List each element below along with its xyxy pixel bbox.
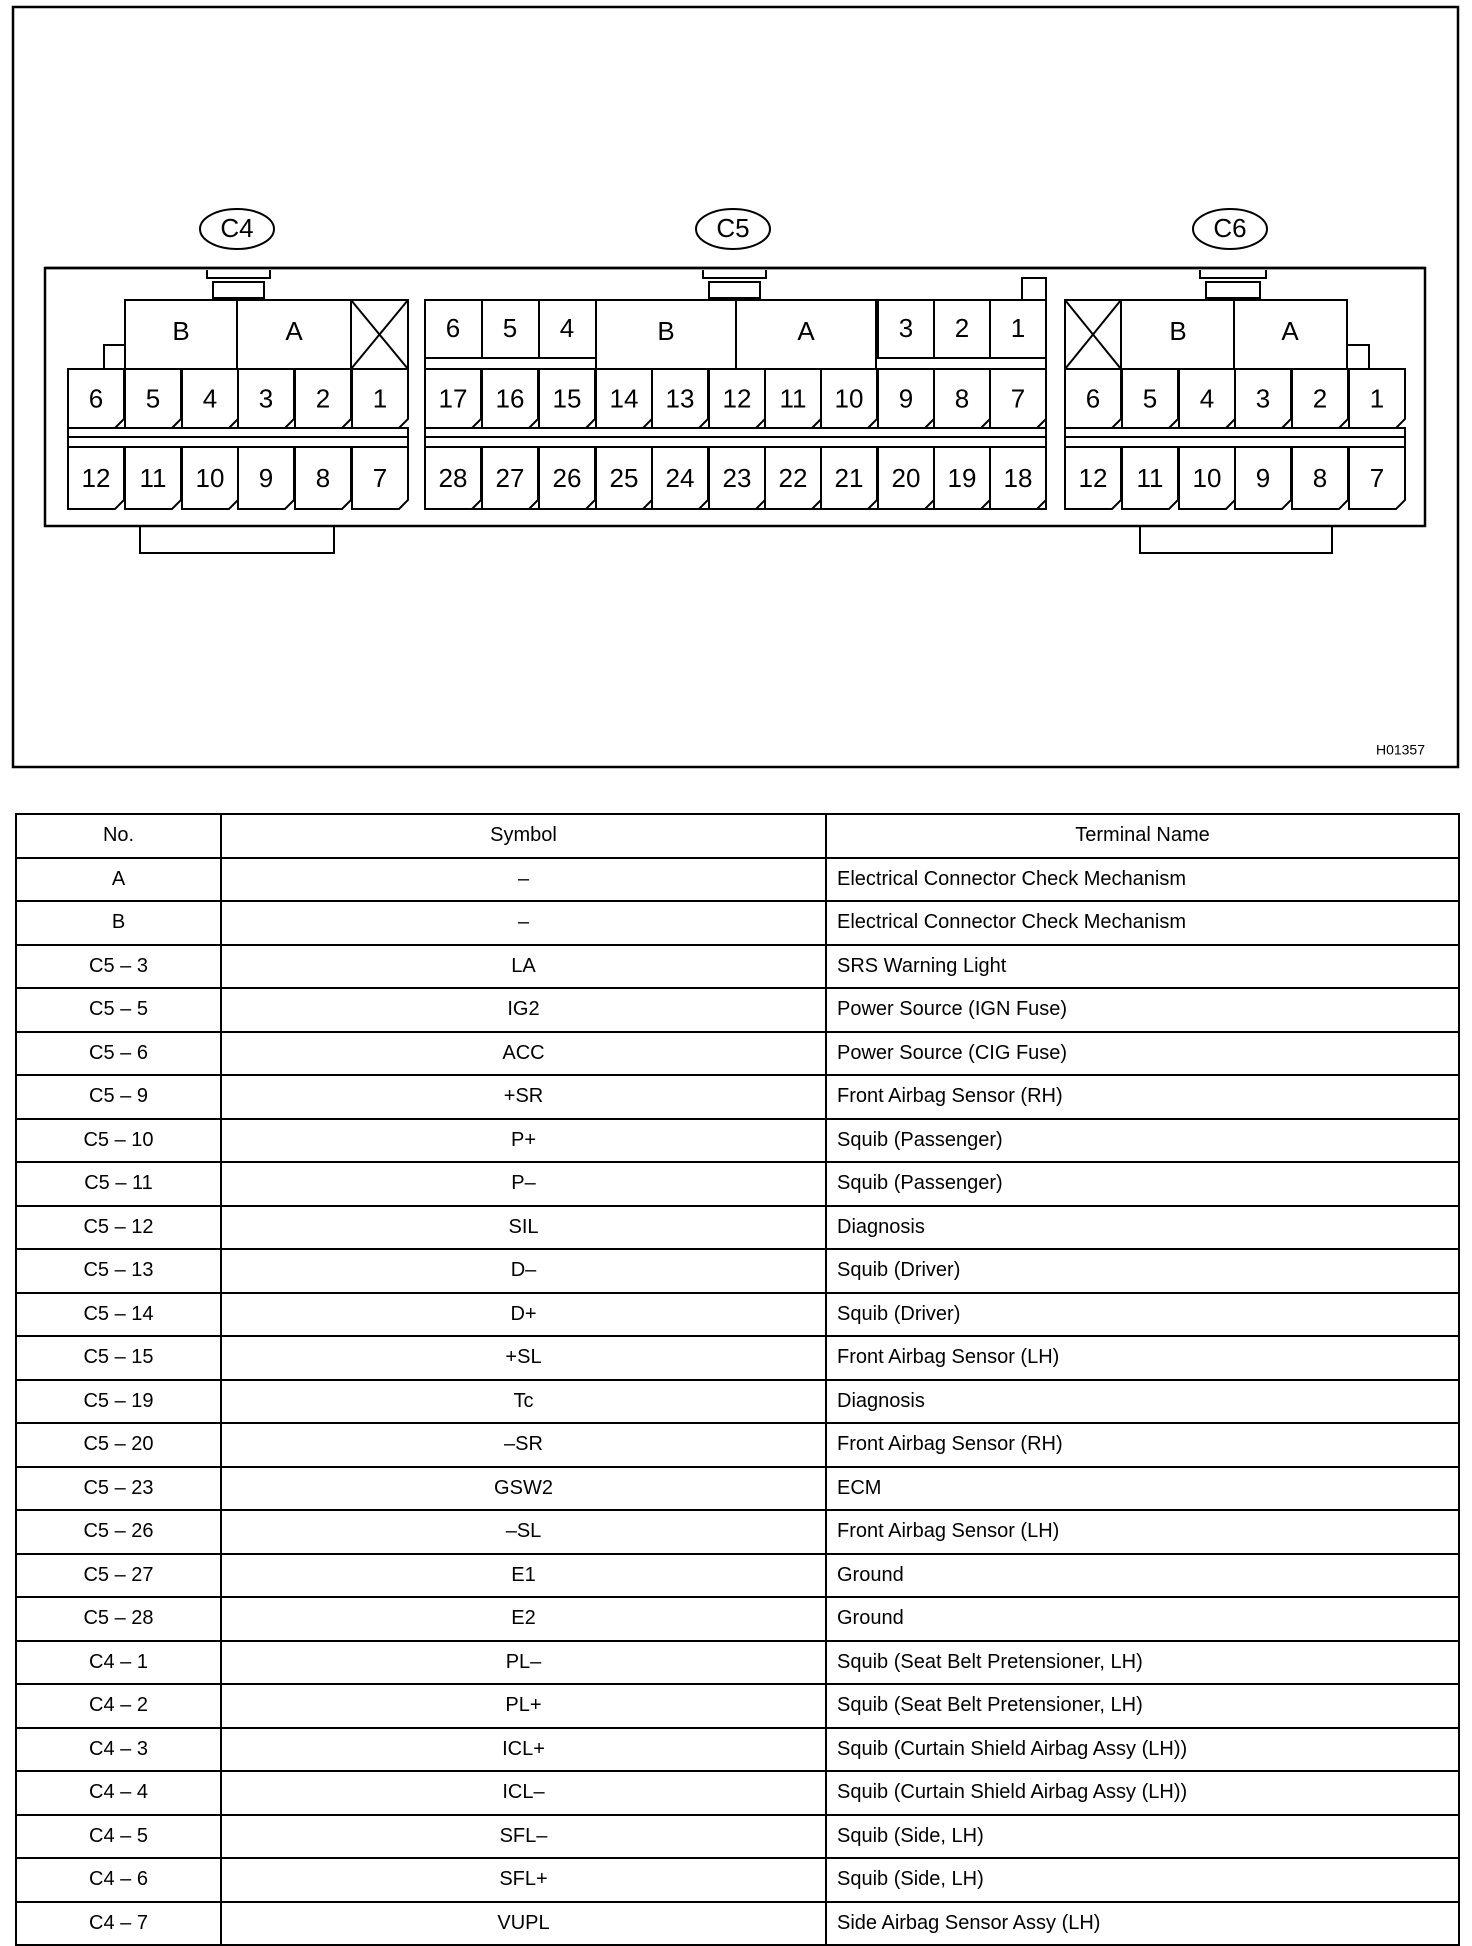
terminal-no-cell: C5 – 6 [16,1032,221,1076]
latch-c5-inner [709,282,760,298]
c5-pin-top-right-2-label: 1 [1010,312,1026,343]
terminal-name-cell: SRS Warning Light [826,945,1459,989]
latch-c6-inner [1206,282,1260,298]
terminal-name-cell: Diagnosis [826,1380,1459,1424]
pin-c5-bottom-10-label: 18 [1003,462,1033,493]
pin-c5-top-5-label: 12 [722,383,752,414]
pin-c6-bottom-2-label: 10 [1192,462,1222,493]
table-row [16,1119,1459,1163]
symbol-cell: E1 [221,1554,826,1598]
terminal-name-cell: Front Airbag Sensor (LH) [826,1336,1459,1380]
symbol-cell: –SR [221,1423,826,1467]
symbol-cell: – [221,901,826,945]
table-row [16,1684,1459,1728]
terminal-no-cell: C5 – 3 [16,945,221,989]
terminal-no-cell: C5 – 27 [16,1554,221,1598]
terminal-no-cell: C4 – 7 [16,1902,221,1946]
terminal-name-cell: Squib (Curtain Shield Airbag Assy (LH)) [826,1771,1459,1815]
header-symbol: Symbol [221,814,826,858]
pin-c5-bottom-1-label: 27 [495,462,525,493]
symbol-cell: PL+ [221,1684,826,1728]
pin-c5-bottom-2-label: 26 [552,462,582,493]
terminal-name-cell: Side Airbag Sensor Assy (LH) [826,1902,1459,1946]
terminal-no-cell: C5 – 12 [16,1206,221,1250]
pin-c5-top-9-label: 8 [954,383,970,414]
table-row [16,1597,1459,1641]
figure-id: H01357 [1375,741,1425,758]
symbol-cell: SFL– [221,1815,826,1859]
terminal-no-cell: C5 – 11 [16,1162,221,1206]
terminal-no-cell: C5 – 20 [16,1423,221,1467]
symbol-cell: ICL+ [221,1728,826,1772]
pin-c5-bottom-4-label: 24 [665,462,695,493]
pin-c6-bottom-1-label: 11 [1136,462,1164,493]
terminal-no-cell: C5 – 5 [16,988,221,1032]
terminal-name-cell: Power Source (IGN Fuse) [826,988,1459,1032]
terminal-table-container [15,813,1460,1946]
symbol-cell: PL– [221,1641,826,1685]
terminal-no-cell: C4 – 1 [16,1641,221,1685]
table-row [16,1336,1459,1380]
pin-c5-top-2-label: 15 [552,383,582,414]
table-row [16,1510,1459,1554]
pin-c5-top-6-label: 11 [779,383,807,414]
latch-c4-inner [213,282,264,298]
table-row [16,1032,1459,1076]
c5-pin-top-right-1-label: 2 [954,312,970,343]
c4-block-b-label: B [172,315,190,346]
terminal-no-cell: C5 – 19 [16,1380,221,1424]
terminal-no-cell: C4 – 6 [16,1858,221,1902]
symbol-cell: +SR [221,1075,826,1119]
table-row [16,1249,1459,1293]
table-row [16,1162,1459,1206]
pin-c6-top-0-label: 6 [1085,383,1101,414]
terminal-no-cell: C5 – 13 [16,1249,221,1293]
symbol-cell: ICL– [221,1771,826,1815]
terminal-no-cell: C5 – 14 [16,1293,221,1337]
symbol-cell: – [221,858,826,902]
terminal-name-cell: Squib (Curtain Shield Airbag Assy (LH)) [826,1728,1459,1772]
terminal-name-cell: ECM [826,1467,1459,1511]
pin-c6-top-4-label: 2 [1312,383,1328,414]
pin-c6-bottom-4-label: 8 [1312,462,1328,493]
symbol-cell: D+ [221,1293,826,1337]
terminal-no-cell: C5 – 28 [16,1597,221,1641]
pin-c5-top-1-label: 16 [495,383,525,414]
c5-pin-top-left-2-label: 4 [559,312,575,343]
table-row [16,1206,1459,1250]
symbol-cell: VUPL [221,1902,826,1946]
pin-c5-top-3-label: 14 [609,383,639,414]
symbol-cell: GSW2 [221,1467,826,1511]
table-row [16,988,1459,1032]
symbol-cell: D– [221,1249,826,1293]
table-row [16,1815,1459,1859]
table-row [16,858,1459,902]
pin-c5-top-4-label: 13 [665,383,695,414]
table-row [16,1293,1459,1337]
connector-diagram [0,0,1472,772]
table-row [16,1728,1459,1772]
terminal-no-cell: C5 – 9 [16,1075,221,1119]
pin-c4-bottom-4-label: 8 [315,462,331,493]
pin-c5-bottom-7-label: 21 [834,462,864,493]
terminal-name-cell: Squib (Side, LH) [826,1858,1459,1902]
table-row [16,1902,1459,1946]
terminal-name-cell: Squib (Side, LH) [826,1815,1459,1859]
symbol-cell: P– [221,1162,826,1206]
terminal-name-cell: Electrical Connector Check Mechanism [826,901,1459,945]
c5-block-a-label: A [797,315,815,346]
table-row [16,1467,1459,1511]
pin-c5-bottom-9-label: 19 [947,462,977,493]
pin-c4-top-5-label: 1 [372,383,388,414]
label-c5: C5 [716,212,750,243]
terminal-name-cell: Squib (Passenger) [826,1119,1459,1163]
c5-pin-top-left-0-label: 6 [445,312,461,343]
c5-pin-top-right-0-label: 3 [898,312,914,343]
pin-c5-bottom-0-label: 28 [438,462,468,493]
c6-block-a-label: A [1281,315,1299,346]
terminal-name-cell: Ground [826,1597,1459,1641]
symbol-cell: LA [221,945,826,989]
terminal-no-cell: C4 – 3 [16,1728,221,1772]
pin-c5-bottom-6-label: 22 [778,462,808,493]
terminal-name-cell: Front Airbag Sensor (RH) [826,1423,1459,1467]
pin-c6-bottom-3-label: 9 [1255,462,1271,493]
symbol-cell: SFL+ [221,1858,826,1902]
table-row [16,901,1459,945]
pin-c4-bottom-3-label: 9 [258,462,274,493]
pin-c5-bottom-3-label: 25 [609,462,639,493]
pin-c6-bottom-5-label: 7 [1369,462,1385,493]
terminal-name-cell: Diagnosis [826,1206,1459,1250]
header-no: No. [16,814,221,858]
pin-c5-top-10-label: 7 [1010,383,1026,414]
terminal-no-cell: C5 – 26 [16,1510,221,1554]
terminal-name-cell: Ground [826,1554,1459,1598]
pin-c4-bottom-0-label: 12 [81,462,111,493]
terminal-name-cell: Electrical Connector Check Mechanism [826,858,1459,902]
symbol-cell: –SL [221,1510,826,1554]
symbol-cell: ACC [221,1032,826,1076]
pin-c5-bottom-8-label: 20 [891,462,921,493]
pin-c6-top-3-label: 3 [1255,383,1271,414]
table-row [16,945,1459,989]
terminal-table [15,813,1460,1946]
terminal-name-cell: Squib (Seat Belt Pretensioner, LH) [826,1641,1459,1685]
pin-c4-top-0-label: 6 [88,383,104,414]
c5-corner-tab [1022,278,1046,300]
terminal-name-cell: Power Source (CIG Fuse) [826,1032,1459,1076]
c5-pin-top-left-1-label: 5 [502,312,518,343]
pin-c5-top-8-label: 9 [898,383,914,414]
c6-step [1347,345,1369,369]
symbol-cell: SIL [221,1206,826,1250]
symbol-cell: Tc [221,1380,826,1424]
header-terminal-name: Terminal Name [826,814,1459,858]
c5-block-b-label: B [657,315,675,346]
terminal-name-cell: Front Airbag Sensor (LH) [826,1510,1459,1554]
table-header-row [16,814,1459,858]
pin-c4-bottom-2-label: 10 [195,462,225,493]
terminal-no-cell: B [16,901,221,945]
table-row [16,1771,1459,1815]
c6-block-b-label: B [1169,315,1187,346]
pin-c4-top-4-label: 2 [315,383,331,414]
table-row [16,1423,1459,1467]
terminal-no-cell: C4 – 5 [16,1815,221,1859]
pin-c6-top-5-label: 1 [1369,383,1385,414]
pin-c6-top-2-label: 4 [1199,383,1215,414]
symbol-cell: +SL [221,1336,826,1380]
pin-c6-top-1-label: 5 [1142,383,1158,414]
terminal-name-cell: Squib (Driver) [826,1249,1459,1293]
terminal-name-cell: Squib (Seat Belt Pretensioner, LH) [826,1684,1459,1728]
pin-c5-bottom-5-label: 23 [722,462,752,493]
terminal-no-cell: C5 – 15 [16,1336,221,1380]
pin-c5-top-7-label: 10 [834,383,864,414]
symbol-cell: IG2 [221,988,826,1032]
symbol-cell: P+ [221,1119,826,1163]
table-row [16,1858,1459,1902]
terminal-no-cell: A [16,858,221,902]
pin-c6-bottom-0-label: 12 [1078,462,1108,493]
terminal-name-cell: Front Airbag Sensor (RH) [826,1075,1459,1119]
label-c6: C6 [1213,212,1247,243]
table-row [16,1380,1459,1424]
c4-block-a-label: A [285,315,303,346]
terminal-name-cell: Squib (Driver) [826,1293,1459,1337]
table-row [16,1554,1459,1598]
terminal-no-cell: C4 – 4 [16,1771,221,1815]
pin-c4-top-2-label: 4 [202,383,218,414]
table-row [16,1641,1459,1685]
table-row [16,1075,1459,1119]
pin-c5-top-0-label: 17 [438,383,468,414]
terminal-no-cell: C4 – 2 [16,1684,221,1728]
pin-c4-top-3-label: 3 [258,383,274,414]
terminal-no-cell: C5 – 10 [16,1119,221,1163]
terminal-name-cell: Squib (Passenger) [826,1162,1459,1206]
pin-c4-bottom-5-label: 7 [372,462,388,493]
label-c4: C4 [220,212,254,243]
symbol-cell: E2 [221,1597,826,1641]
pin-c4-bottom-1-label: 11 [139,462,167,493]
terminal-no-cell: C5 – 23 [16,1467,221,1511]
pin-c4-top-1-label: 5 [145,383,161,414]
